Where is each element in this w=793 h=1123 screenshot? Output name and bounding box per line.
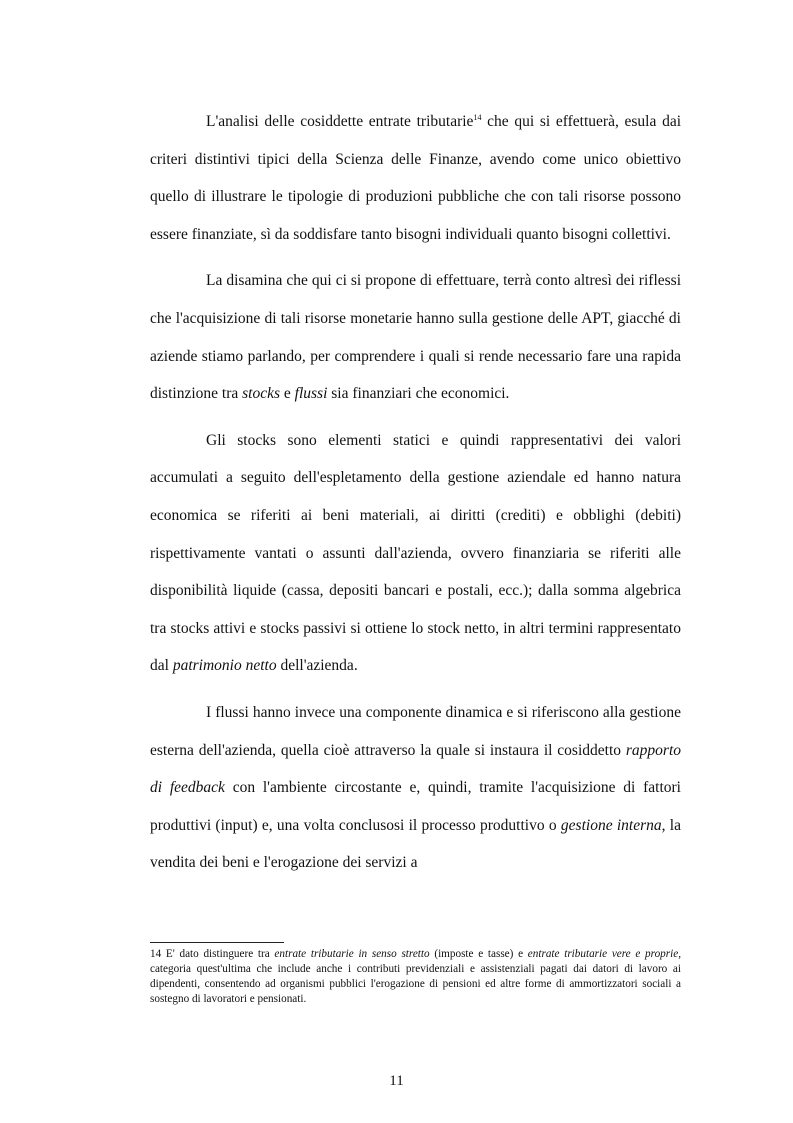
footnote-reference: 14 <box>473 112 482 122</box>
text-run: L'analisi delle cosiddette entrate tributarie <box>206 113 474 130</box>
paragraph-2 <box>150 262 681 412</box>
italic-text: entrate tributarie vere e proprie, <box>527 948 681 960</box>
italic-text: patrimonio netto <box>172 657 277 675</box>
text-run: categoria quest'ultima che include anche i contributi previdenziali e assistenziali pagati dai datori di lavoro ai dipendenti, consentendo ad organismi pubblici l'erogazione di pensioni ed altre forme di ammortizzatori sociali a sostegno di lavoratori e pensionati. <box>150 963 681 1005</box>
footnote-separator <box>150 942 284 943</box>
text-run: dell'azienda. <box>276 657 358 675</box>
italic-text: entrate tributarie in senso stretto <box>274 948 430 960</box>
italic-text: rapporto di feedback <box>150 741 681 797</box>
text-run: con l'ambiente circostante e, quindi, tramite l'acquisizione di fattori produttivi (input) e, una volta conclusosi il processo produttivo o <box>150 779 681 834</box>
text-run: (imposte e tasse) e <box>429 948 528 960</box>
text-run: sia finanziari che economici. <box>327 385 510 403</box>
paragraph-4 <box>150 694 681 882</box>
page-number: 11 <box>389 1073 404 1089</box>
text-run: , la vendita dei beni e l'erogazione dei servizi a <box>150 816 681 872</box>
footnote-14 <box>150 947 681 1007</box>
text-run: Gli stocks sono elementi statici e quindi rappresentativi dei valori accumulati a seguito dell'espletamento della gestione aziendale ed hanno natura economica se riferiti ai beni materiali, ai diritti (crediti) e obblighi (debiti) rispettivamente vantati o assunti dall'azienda, ovvero finanziaria se riferiti alle disponibilità liquide (cassa, depositi bancari e postali, ecc.); dalla somma algebrica tra stocks attivi e stocks passivi si ottiene lo stock netto, in altri termini rappresentato dal <box>150 431 681 675</box>
paragraph-1 <box>150 103 681 253</box>
text-run: che qui si effettuerà, esula dai criteri distintivi tipici della Scienza delle Finanze, avendo come unico obiettivo quello di illustrare le tipologie di produzioni pubbliche che con tali risorse possono essere finanziate, sì da soddisfare tanto bisogni individuali quanto bisogni collettivi. <box>150 113 681 243</box>
text-run: I flussi hanno invece una componente dinamica e si riferiscono alla gestione esterna dell'azienda, quella cioè attraverso la quale si instaura il cosiddetto <box>150 703 681 759</box>
text-run: 14 E' dato distinguere tra <box>150 948 275 960</box>
text-run: La disamina che qui ci si propone di effettuare, terrà conto altresì dei riflessi che l'acquisizione di tali risorse monetarie hanno sulla gestione delle APT, giacché di aziende stiamo parlando, per comprendere i quali si rende necessario fare una rapida distinzione tra <box>150 272 681 403</box>
italic-text: flussi <box>294 385 328 403</box>
body-text <box>150 103 681 882</box>
italic-text: stocks <box>242 385 281 403</box>
italic-text: gestione interna <box>560 816 662 834</box>
paragraph-3 <box>150 422 681 685</box>
text-run: e <box>280 385 295 403</box>
